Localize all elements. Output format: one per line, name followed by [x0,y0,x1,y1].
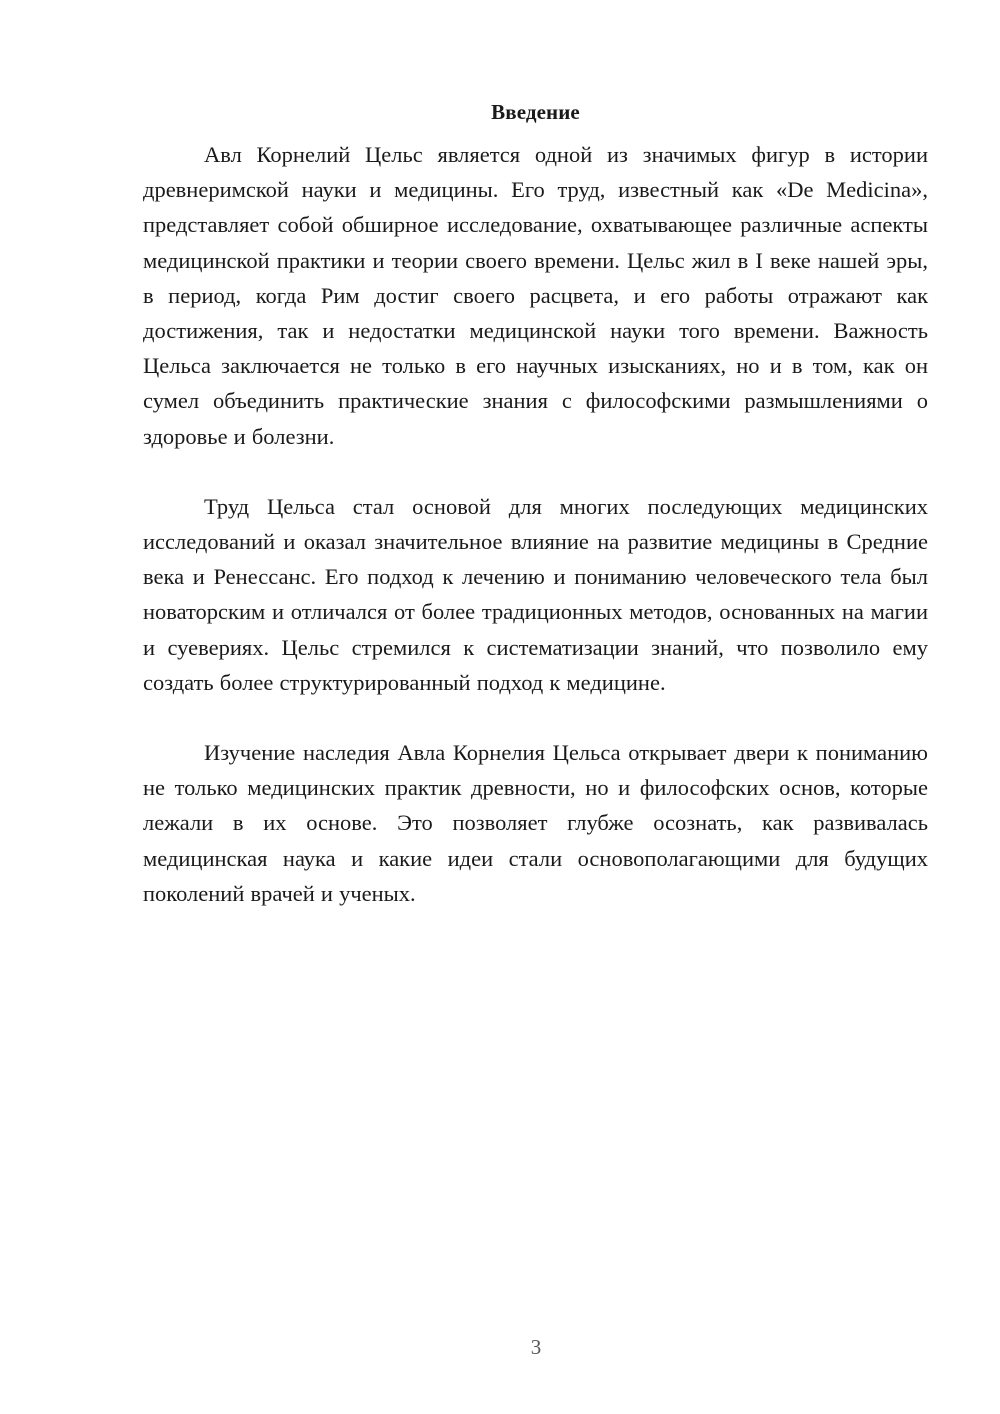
section-title: Введение [491,100,580,124]
page-content [143,96,928,911]
paragraph-1: Авл Корнелий Цельс является одной из значимых фигур в истории древнеримской науки и медицины. Его труд, известный как «De Medicina», представляет собой обширное исследование, охватывающее различные аспекты медицинской практики и теории своего времени. Цельс жил в I веке нашей эры, в период, когда Рим достиг своего расцвета, и его работы отражают как достижения, так и недостатки медицинской науки того времени. Важность Цельса заключается не только в его научных изысканиях, но и в том, как он сумел объединить практические знания с философскими размышлениями о здоровье и болезни. [143,142,928,449]
paragraph-2: Труд Цельса стал основой для многих последующих медицинских исследований и оказал значительное влияние на развитие медицины в Средние века и Ренессанс. Его подход к лечению и пониманию человеческого тела был новаторским и отличался от более традиционных методов, основанных на магии и суевериях. Цельс стремился к систематизации знаний, что позволило ему создать более структурированный подход к медицине. [143,493,928,695]
page-number: 3 [530,1335,542,1359]
paragraph-3: Изучение наследия Авла Корнелия Цельса открывает двери к пониманию не только медицинских практик древности, но и философских основ, которые лежали в их основе. Это позволяет глубже осознать, как развивалась медицинская наука и какие идеи стали основополагающими для будущих поколений врачей и ученых. [143,740,928,906]
